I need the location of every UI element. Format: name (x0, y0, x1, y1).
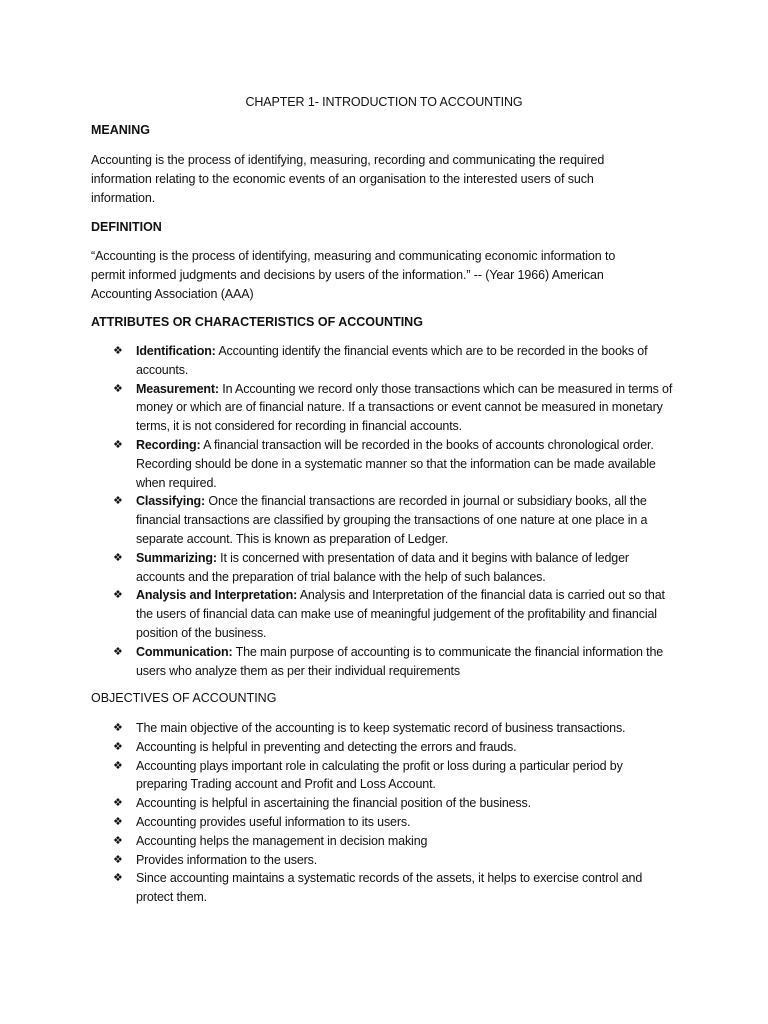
attribute-term: Summarizing: (136, 550, 217, 565)
list-item (113, 794, 673, 813)
attribute-text: Analysis and Interpretation of the financial data is carried out so that the users of financial data can make use of meaningful judgement of the profitability and financial position of the business. (136, 588, 665, 640)
attribute-term: Recording: (136, 437, 201, 452)
diamond-bullet-icon: ❖ (113, 438, 123, 451)
attribute-term: Communication: (136, 644, 233, 659)
attribute-term: Analysis and Interpretation: (136, 588, 298, 603)
definition-paragraph: “Accounting is the process of identifying, measuring and communicating economic information to permit informed judgments and decisions by users of the information.” -- (Year 1966) American Accounting Association (AAA) (91, 249, 616, 301)
attribute-term: Identification: (136, 344, 216, 358)
chapter-title: CHAPTER 1- INTRODUCTION TO ACCOUNTING (245, 95, 523, 109)
attribute-text: Accounting identify the financial events which are to be recorded in the books of accounts. (136, 344, 648, 377)
objective-text: Accounting is helpful in ascertaining the financial position of the business. (136, 796, 531, 811)
list-item (113, 643, 673, 681)
attribute-text: Once the financial transactions are recorded in journal or subsidiary books, all the financial transactions are classified by grouping the transactions of one nature at one place in a separate account. This is known as preparation of Ledger. (136, 494, 648, 546)
list-item (113, 342, 673, 380)
diamond-bullet-icon: ❖ (113, 853, 123, 866)
list-item (113, 832, 673, 851)
objectives-list (113, 719, 673, 907)
diamond-bullet-icon: ❖ (113, 551, 123, 564)
list-item (113, 492, 673, 548)
diamond-bullet-icon: ❖ (113, 722, 123, 734)
objective-text: Accounting helps the management in decision making (136, 833, 428, 848)
list-item (113, 851, 673, 870)
objective-text: The main objective of the accounting is to keep systematic record of business transactions. (136, 721, 626, 735)
attribute-term: Classifying: (136, 494, 206, 509)
list-item (113, 380, 673, 436)
list-item (113, 813, 673, 832)
list-item (113, 869, 673, 907)
diamond-bullet-icon: ❖ (113, 797, 123, 810)
diamond-bullet-icon: ❖ (113, 382, 123, 395)
definition-heading: DEFINITION (91, 220, 162, 234)
diamond-bullet-icon: ❖ (113, 589, 123, 602)
objective-text: Accounting plays important role in calculating the profit or loss during a particular period by preparing Trading account and Profit and Loss Account. (136, 758, 623, 792)
list-item (113, 436, 673, 492)
attribute-text: The main purpose of accounting is to communicate the financial information the users who analyze them as per their individual requirements (136, 644, 664, 678)
diamond-bullet-icon: ❖ (113, 645, 123, 658)
meaning-paragraph: Accounting is the process of identifying, measuring, recording and communicating the required information relating to the economic events of an organisation to the interested users of such information. (91, 153, 605, 205)
diamond-bullet-icon: ❖ (113, 345, 123, 357)
list-item (113, 738, 673, 757)
objective-text: Provides information to the users. (136, 852, 318, 867)
diamond-bullet-icon: ❖ (113, 834, 123, 847)
attribute-text: It is concerned with presentation of data and it begins with balance of ledger accounts and the preparation of trial balance with the help of such balances. (136, 550, 629, 584)
diamond-bullet-icon: ❖ (113, 872, 123, 885)
diamond-bullet-icon: ❖ (113, 759, 123, 772)
diamond-bullet-icon: ❖ (113, 815, 123, 828)
attribute-text: A financial transaction will be recorded in the books of accounts chronological order. Recording should be done in a systematic manner so that the information can be made available when required. (136, 437, 656, 490)
list-item (113, 719, 673, 738)
objective-text: Since accounting maintains a systematic records of the assets, it helps to exercise control and protect them. (136, 871, 643, 905)
attributes-heading: ATTRIBUTES OR CHARACTERISTICS OF ACCOUNTING (91, 315, 423, 329)
objective-text: Accounting provides useful information to its users. (136, 814, 411, 829)
diamond-bullet-icon: ❖ (113, 495, 123, 508)
attribute-term: Measurement: (136, 381, 219, 396)
list-item (113, 586, 673, 642)
meaning-heading: MEANING (91, 123, 151, 137)
attribute-text: In Accounting we record only those transactions which can be measured in terms of money or which are of financial nature. If a transactions or event cannot be measured in monetary terms, it is not considered for recording in financial accounts. (136, 381, 673, 434)
attributes-list (113, 342, 673, 680)
list-item (113, 549, 673, 587)
objectives-heading: OBJECTIVES OF ACCOUNTING (91, 691, 277, 705)
list-item (113, 757, 673, 795)
objective-text: Accounting is helpful in preventing and detecting the errors and frauds. (136, 739, 517, 754)
diamond-bullet-icon: ❖ (113, 740, 123, 753)
